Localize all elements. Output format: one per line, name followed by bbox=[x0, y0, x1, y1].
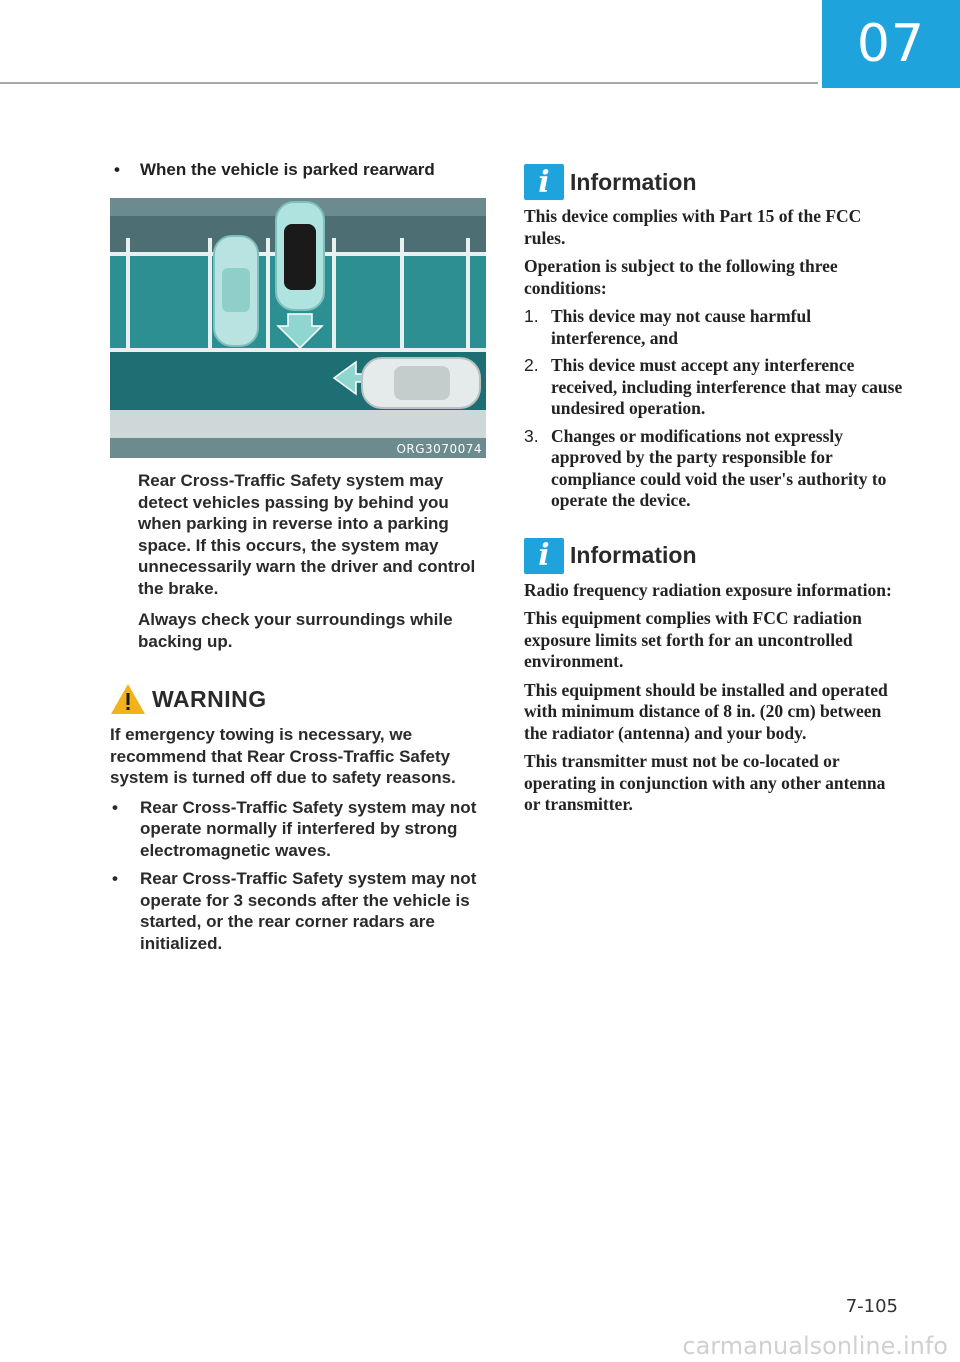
warning-body: If emergency towing is necessary, we recommend that Rear Cross-Traffic Safety system is turned off due to safety reasons. bbox=[110, 725, 456, 787]
information-header bbox=[524, 538, 904, 574]
advice-paragraph: Always check your surroundings while backing up. bbox=[138, 610, 453, 651]
information-block-rf bbox=[524, 538, 904, 816]
parking-illustration bbox=[110, 198, 486, 458]
parking-diagram bbox=[110, 198, 486, 458]
page-number: 7-105 bbox=[845, 1296, 898, 1317]
info-paragraph: This device complies with Part 15 of the FCC rules. bbox=[524, 206, 862, 248]
list-item bbox=[110, 797, 488, 862]
info-paragraph: This transmitter must not be co-located or operating in conjunction with any other antenna or transmitter. bbox=[524, 751, 886, 814]
figure-code: ORG3070074 bbox=[396, 442, 482, 456]
list-item bbox=[524, 355, 904, 420]
warning-list bbox=[110, 797, 488, 955]
list-item bbox=[524, 306, 904, 349]
information-title: Information bbox=[570, 168, 697, 195]
information-block-fcc bbox=[524, 164, 904, 512]
chapter-tab bbox=[822, 0, 960, 88]
conditions-list bbox=[524, 306, 904, 512]
information-title: Information bbox=[570, 542, 697, 568]
list-item-text: Changes or modifications not expressly approved by the party responsible for compliance could void the user's authority to operate the device. bbox=[551, 425, 887, 510]
list-item-text: This device may not cause harmful interference, and bbox=[551, 306, 812, 348]
header-rule bbox=[0, 82, 818, 84]
bullet-heading-text: When the vehicle is parked rearward bbox=[140, 160, 435, 179]
warning-header bbox=[110, 682, 488, 716]
information-header bbox=[524, 164, 904, 200]
left-column bbox=[110, 156, 488, 961]
watermark: carmanualsonline.info bbox=[682, 1332, 948, 1360]
info-paragraph: This equipment complies with FCC radiation exposure limits set forth for an uncontrolled environment. bbox=[524, 608, 862, 671]
warning-title: WARNING bbox=[152, 685, 267, 712]
bullet-dot: • bbox=[114, 160, 120, 179]
info-paragraph: Operation is subject to the following three conditions: bbox=[524, 256, 838, 298]
list-number: 1. bbox=[524, 306, 539, 326]
parked-car-left bbox=[214, 236, 258, 346]
list-number: 2. bbox=[524, 355, 539, 375]
info-paragraph: This equipment should be installed and operated with minimum distance of 8 in. (20 cm) between the radiator (antenna) and your body. bbox=[524, 679, 888, 743]
information-icon: i bbox=[524, 538, 564, 574]
bullet-dot: • bbox=[112, 869, 118, 888]
bullet-heading bbox=[110, 160, 488, 180]
bullet-dot: • bbox=[112, 797, 118, 817]
warning-icon bbox=[110, 682, 146, 716]
right-column bbox=[524, 164, 904, 823]
list-item bbox=[110, 868, 488, 954]
list-item bbox=[524, 426, 904, 512]
list-number: 3. bbox=[524, 425, 539, 446]
warning-item-text: Rear Cross-Traffic Safety system may not operate normally if interfered by strong electromagnetic waves. bbox=[140, 797, 477, 860]
list-item-text: This device must accept any interference received, including interference that may cause undesired operation. bbox=[551, 355, 903, 418]
description-paragraph: Rear Cross-Traffic Safety system may detect vehicles passing by behind you when parking in reverse into a parking space. If this occurs, the system may unnecessarily warn the driver and control the brake. bbox=[138, 471, 476, 598]
information-icon: i bbox=[524, 164, 564, 200]
chapter-number: 07 bbox=[856, 14, 926, 74]
info-paragraph: Radio frequency radiation exposure information: bbox=[524, 579, 892, 600]
reversing-car bbox=[276, 202, 324, 310]
crossing-car bbox=[362, 358, 480, 408]
warning-item-text: Rear Cross-Traffic Safety system may not operate for 3 seconds after the vehicle is started, or the rear corner radars are initialized. bbox=[140, 869, 477, 953]
